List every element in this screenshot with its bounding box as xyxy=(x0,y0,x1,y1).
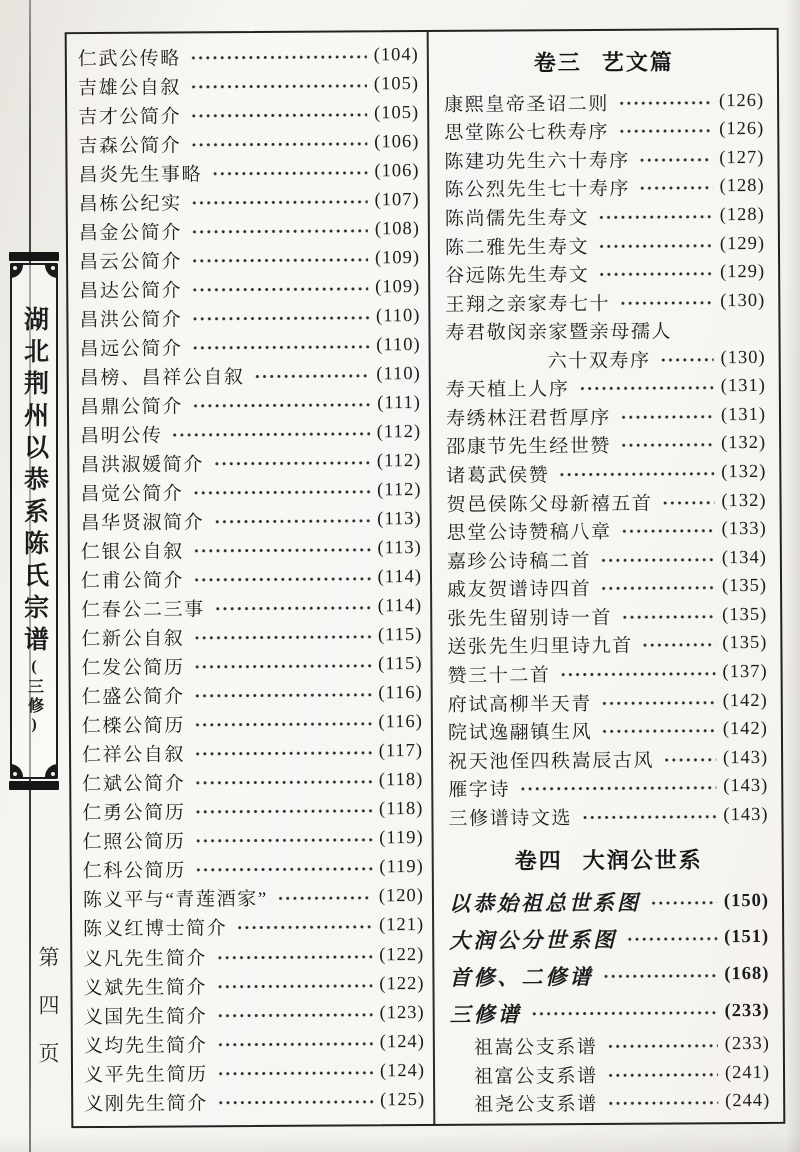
dot-leader xyxy=(192,488,370,498)
toc-entry-title: 昌华贤淑简介 xyxy=(80,512,205,535)
toc-entry xyxy=(84,1087,425,1116)
toc-entry xyxy=(81,593,422,622)
toc-entry-page: (109) xyxy=(375,277,421,298)
toc-entry-page: (143) xyxy=(723,776,769,797)
toc-entry-title: 张先生留别诗一首 xyxy=(447,607,613,630)
toc-entry-title: 嘉珍公诗稿二首 xyxy=(446,550,592,573)
toc-entry-title: 陈建功先生六十寿序 xyxy=(444,150,630,173)
dot-leader xyxy=(216,1039,372,1049)
toc-entry-page: (111) xyxy=(377,393,421,414)
banner-frame xyxy=(10,263,58,779)
toc-entry-title: 昌明公传 xyxy=(80,425,163,448)
toc-entry-page: (244) xyxy=(725,1091,771,1112)
toc-entry xyxy=(448,744,768,775)
toc-entry-page: (128) xyxy=(719,176,765,197)
dot-leader xyxy=(519,783,716,793)
toc-entry-page: (109) xyxy=(374,248,421,269)
toc-entry xyxy=(83,825,424,854)
toc-entry-page: (131) xyxy=(720,404,767,426)
toc-entry-page: (110) xyxy=(376,335,421,356)
toc-entry-page: (121) xyxy=(378,915,425,936)
toc-entry xyxy=(449,956,769,995)
dot-leader xyxy=(195,836,373,846)
dot-leader xyxy=(194,807,372,817)
dot-leader xyxy=(254,372,370,382)
toc-entry-page: (110) xyxy=(376,364,421,385)
toc-entry-page: (132) xyxy=(721,490,767,511)
toc-entry-title: 大润公分世系图 xyxy=(449,927,618,953)
toc-entry-page: (135) xyxy=(722,633,768,654)
toc-entry xyxy=(446,430,766,461)
section-volume: 卷四 xyxy=(514,848,563,874)
toc-entry xyxy=(80,361,421,390)
toc-entry-title: 仁发公简历 xyxy=(81,657,185,680)
toc-entry-page: (142) xyxy=(722,719,768,740)
dot-leader xyxy=(213,517,370,527)
dot-leader xyxy=(642,641,716,650)
toc-entry-page: (115) xyxy=(377,625,423,646)
toc-entry-title: 仁银公自叙 xyxy=(80,541,184,564)
toc-entry xyxy=(82,767,423,796)
toc-entry-title: 昌金公简介 xyxy=(78,222,182,245)
toc-entry-page: (112) xyxy=(377,480,422,501)
toc-entry-page: (135) xyxy=(722,604,768,626)
toc-entry-title: 首修、二修谱 xyxy=(449,964,594,990)
toc-entry xyxy=(444,87,764,118)
toc-entry xyxy=(449,882,769,921)
toc-entry-page: (123) xyxy=(379,1002,425,1023)
toc-entry-title: 王翔之亲家寿七十 xyxy=(445,293,611,316)
toc-entry-page: (125) xyxy=(380,1089,426,1110)
toc-entry-page: (142) xyxy=(722,690,768,711)
toc-entry-page: (112) xyxy=(376,451,422,472)
dot-leader xyxy=(618,98,712,108)
dot-leader xyxy=(663,755,716,764)
section-header xyxy=(449,841,769,877)
toc-entry-title: 贺邑侯陈父母新禧五首 xyxy=(446,493,653,516)
dot-leader xyxy=(216,981,372,991)
toc-entry-title: 吉才公简介 xyxy=(78,106,182,129)
dot-leader xyxy=(660,355,714,364)
dot-leader xyxy=(191,226,368,236)
toc-entry-page: (118) xyxy=(378,770,424,791)
toc-entry-title: 仁檪公简历 xyxy=(81,715,185,738)
toc-entry xyxy=(78,158,419,187)
toc-entry-page: (104) xyxy=(373,45,419,66)
section-header xyxy=(444,44,764,80)
dot-leader xyxy=(194,662,372,672)
toc-entry-page: (132) xyxy=(721,433,767,454)
toc-entry xyxy=(446,487,766,518)
dot-leader xyxy=(600,555,715,565)
toc-entry xyxy=(82,709,423,738)
toc-entry-title: 仁甫公简介 xyxy=(80,570,185,593)
toc-entry xyxy=(448,772,768,803)
toc-entry xyxy=(448,687,768,718)
dot-leader xyxy=(662,498,715,507)
toc-entry-title: 陈公烈先生七十寿序 xyxy=(444,179,631,202)
toc-entry-page: (116) xyxy=(378,683,423,704)
dot-leader xyxy=(191,197,368,207)
dot-leader xyxy=(190,139,367,149)
toc-entry-page: (126) xyxy=(719,119,765,140)
toc-entry xyxy=(447,544,767,575)
dot-leader xyxy=(277,894,372,904)
toc-entry-page: (119) xyxy=(379,828,424,849)
dot-leader xyxy=(194,749,372,759)
dot-leader xyxy=(193,633,371,643)
toc-entry xyxy=(444,115,764,146)
toc-entry xyxy=(78,42,419,71)
toc-entry-title: 吉雄公自叙 xyxy=(77,77,182,100)
dot-leader xyxy=(619,298,713,308)
toc-entry-title: 昌炎先生事略 xyxy=(78,164,203,187)
toc-entry-title: 寿天植上人序 xyxy=(445,379,570,402)
toc-entry xyxy=(80,390,421,419)
dot-leader xyxy=(598,269,713,279)
toc-entry-title: 仁祥公自叙 xyxy=(82,744,186,767)
toc-entry xyxy=(80,332,421,361)
toc-entry xyxy=(446,401,766,432)
dot-leader xyxy=(606,1041,717,1051)
toc-entry xyxy=(447,572,767,603)
toc-entry-title: 雁字诗 xyxy=(448,779,511,802)
toc-entry-title: 昌觉公简介 xyxy=(80,483,184,506)
toc-entry-page: (115) xyxy=(378,654,423,675)
banner-bottom-bar xyxy=(9,781,59,790)
toc-entry xyxy=(446,458,766,489)
toc-entry xyxy=(444,144,764,175)
dot-leader xyxy=(626,935,717,945)
toc-entry xyxy=(81,622,422,651)
toc-entry-page: (114) xyxy=(377,596,423,617)
toc-entry xyxy=(78,129,419,158)
toc-entry-title: 思堂陈公七秩寿序 xyxy=(444,122,610,145)
dot-leader xyxy=(211,168,367,178)
dot-leader xyxy=(621,612,715,622)
toc-entry-title: 寿绣林汪君哲厚序 xyxy=(445,407,611,430)
toc-entry xyxy=(82,738,423,767)
toc-entry-title: 府试高柳半天青 xyxy=(447,693,593,716)
toc-entry xyxy=(450,1059,770,1090)
toc-entry-page: (105) xyxy=(373,74,420,95)
toc-entry xyxy=(449,919,769,958)
toc-entry xyxy=(83,883,424,912)
toc-entry-title: 昌榜、昌祥公自叙 xyxy=(79,367,245,390)
toc-entry xyxy=(81,535,422,564)
toc-entry xyxy=(446,344,766,375)
toc-entry-title: 昌远公简介 xyxy=(79,338,183,361)
toc-entry-title: 昌达公简介 xyxy=(79,280,183,303)
toc-entry xyxy=(83,912,424,941)
toc-entry-title: 祝天池侄四秩嵩辰古风 xyxy=(448,750,655,773)
toc-entry-title: 义凡先生简介 xyxy=(83,947,207,970)
toc-entry-title: 仁斌公简介 xyxy=(82,773,186,796)
section-title: 艺文篇 xyxy=(601,49,674,76)
toc-entry-title: 陈义平与“青莲酒家” xyxy=(82,889,268,912)
title-banner xyxy=(8,252,60,790)
toc-entry-page: (119) xyxy=(379,857,424,878)
toc-entry xyxy=(446,372,766,403)
toc-entry-title: 昌鼎公简介 xyxy=(79,396,184,419)
toc-entry-title: 六十双寿序 xyxy=(547,350,651,373)
toc-entry-title: 吉森公简介 xyxy=(78,135,182,158)
toc-entry-title: 昌云公简介 xyxy=(79,251,183,274)
toc-entry-page: (233) xyxy=(724,1001,770,1022)
toc-entry-page: (132) xyxy=(721,461,767,483)
toc-entry xyxy=(79,216,420,245)
toc-entry-title: 三修谱 xyxy=(449,1002,522,1027)
toc-entry xyxy=(450,1030,770,1061)
toc-entry-title: 寿君敬闵亲家暨亲母孺人 xyxy=(445,321,673,345)
toc-entry-title: 仁春公二三事 xyxy=(81,599,205,622)
toc-entry xyxy=(84,1029,425,1058)
dot-leader xyxy=(598,212,713,222)
toc-entry-title: 义国先生简介 xyxy=(83,1005,208,1028)
dot-leader xyxy=(600,584,715,594)
toc-entry-page: (135) xyxy=(721,576,768,597)
toc-entry xyxy=(79,187,420,216)
dot-leader xyxy=(192,343,370,353)
dot-leader xyxy=(192,401,370,411)
toc-entry xyxy=(79,274,420,303)
toc-entry-page: (241) xyxy=(724,1062,771,1083)
toc-entry-title: 三修谱诗文选 xyxy=(448,807,573,830)
toc-entry xyxy=(81,564,422,593)
toc-entry-title: 院试逸翮镇生风 xyxy=(447,722,593,744)
toc-entry xyxy=(445,230,765,261)
dot-leader xyxy=(598,241,713,251)
dot-leader xyxy=(650,898,717,907)
toc-entry-title: 祖富公支系谱 xyxy=(473,1065,598,1088)
toc-entry-title: 诸葛武侯赞 xyxy=(446,465,550,487)
toc-entry-title: 赞三十二首 xyxy=(447,665,551,687)
toc-entry xyxy=(83,854,424,883)
dot-leader xyxy=(193,546,371,556)
toc-entry-page: (110) xyxy=(375,306,421,327)
dot-leader xyxy=(236,923,372,933)
dot-leader xyxy=(194,691,372,701)
toc-entry-title: 思堂公诗赞稿八章 xyxy=(446,522,612,545)
toc-entry-title: 仁盛公简介 xyxy=(81,686,185,709)
dot-leader xyxy=(601,698,716,708)
toc-entry xyxy=(80,477,421,506)
toc-entry-page: (127) xyxy=(719,147,765,169)
toc-entry-page: (114) xyxy=(377,567,423,588)
toc-entry-page: (143) xyxy=(723,804,769,825)
dot-leader xyxy=(172,430,370,440)
toc-entry-title: 陈二雅先生寿文 xyxy=(444,236,590,259)
toc-entry-page: (122) xyxy=(379,944,425,965)
toc-entry xyxy=(82,680,423,709)
dot-leader xyxy=(190,81,367,91)
toc-entry xyxy=(445,287,765,318)
toc-entry xyxy=(83,971,424,1000)
toc-entry xyxy=(81,651,422,680)
toc-entry-page: (122) xyxy=(379,973,425,994)
toc-entry-page: (107) xyxy=(374,190,420,211)
toc-entry-page: (131) xyxy=(720,376,766,397)
toc-entry xyxy=(448,658,768,689)
toc-entry-title: 义平先生简历 xyxy=(83,1063,208,1086)
toc-entry-page: (143) xyxy=(722,747,769,768)
dot-leader xyxy=(558,469,714,479)
banner-top-bar xyxy=(9,252,59,261)
toc-entry-page: (105) xyxy=(374,103,420,124)
dot-leader xyxy=(214,604,371,614)
toc-entry xyxy=(445,173,765,204)
toc-right-column xyxy=(427,30,784,1124)
dot-leader xyxy=(607,1070,718,1080)
toc-entry xyxy=(447,601,767,632)
dot-leader xyxy=(193,575,371,585)
banner-corner-ornament-icon xyxy=(10,263,23,278)
toc-entry-page: (106) xyxy=(374,132,420,153)
dot-leader xyxy=(531,1009,718,1019)
dot-leader xyxy=(581,812,716,822)
toc-entry-title: 昌洪公简介 xyxy=(79,309,183,332)
dot-leader xyxy=(216,952,372,962)
toc-entry-page: (124) xyxy=(379,1060,426,1081)
book-title-edition: (三修) xyxy=(25,658,43,736)
toc-entry xyxy=(81,506,422,535)
toc-entry xyxy=(78,100,419,129)
toc-entry xyxy=(450,993,770,1032)
toc-entry-page: (118) xyxy=(378,799,424,820)
toc-entry-page: (130) xyxy=(720,290,766,311)
book-title-main: 湖北荆州以恭系陈氏宗谱 xyxy=(20,306,48,658)
toc-entry xyxy=(84,1058,425,1087)
dot-leader xyxy=(618,127,712,137)
dot-leader xyxy=(578,384,713,394)
dot-leader xyxy=(217,1097,373,1107)
toc-entry-title: 义斌先生简介 xyxy=(83,976,208,999)
toc-entry-page: (150) xyxy=(723,890,770,911)
dot-leader xyxy=(216,1010,372,1020)
toc-entry-title: 陈义红博士简介 xyxy=(83,918,228,941)
dot-leader xyxy=(190,110,367,120)
toc-entry xyxy=(450,1087,770,1118)
toc-entry-page: (117) xyxy=(378,741,424,762)
toc-entry-title: 戚友贺谱诗四首 xyxy=(447,579,592,602)
toc-entry-title: 仁勇公简历 xyxy=(82,802,186,825)
toc-entry-title: 昌栋公纪实 xyxy=(78,193,182,216)
dot-leader xyxy=(194,778,372,788)
toc-entry-page: (130) xyxy=(720,347,766,368)
dot-leader xyxy=(217,1068,373,1078)
toc-entry-page: (151) xyxy=(724,927,770,948)
toc-entry-title: 昌洪淑媛简介 xyxy=(80,454,204,477)
dot-leader xyxy=(621,526,715,536)
dot-leader xyxy=(194,720,372,730)
book-title-vertical xyxy=(22,306,47,736)
toc-entry xyxy=(447,630,767,661)
toc-entry-title: 谷远陈先生寿文 xyxy=(445,265,590,287)
dot-leader xyxy=(639,155,713,164)
toc-entry xyxy=(445,258,765,289)
toc-entry-page: (126) xyxy=(718,90,765,111)
dot-leader xyxy=(190,52,367,62)
dot-leader xyxy=(213,459,370,469)
banner-corner-ornament-icon xyxy=(45,263,58,278)
toc-entry-title: 邵康节先生经世赞 xyxy=(446,436,612,459)
dot-leader xyxy=(195,865,373,875)
toc-entry-page: (137) xyxy=(722,661,768,683)
toc-entry-page: (116) xyxy=(378,712,423,733)
toc-entry-title: 仁武公传略 xyxy=(77,48,181,71)
toc-entry-title: 送张先生归里诗九首 xyxy=(447,636,633,659)
toc-entry xyxy=(447,515,767,546)
toc-entry xyxy=(445,315,765,346)
toc-entry-title: 祖嵩公支系谱 xyxy=(473,1037,598,1059)
dot-leader xyxy=(191,313,369,323)
section-title: 大润公世系 xyxy=(582,847,703,874)
toc-entry-title: 以恭始祖总世系图 xyxy=(448,890,642,916)
toc-entry xyxy=(82,796,423,825)
dot-leader xyxy=(191,284,368,294)
toc-entry-title: 陈尚儒先生寿文 xyxy=(444,207,590,230)
toc-entry-page: (106) xyxy=(374,161,420,182)
banner-corner-ornament-icon xyxy=(10,764,23,779)
toc-entry xyxy=(448,801,768,832)
toc-entry-page: (128) xyxy=(719,204,765,226)
toc-entry-page: (129) xyxy=(719,262,766,283)
banner-corner-ornament-icon xyxy=(45,764,58,779)
toc-entry-page: (120) xyxy=(378,886,425,907)
toc-entry-title: 仁照公简历 xyxy=(82,831,186,854)
toc-entry xyxy=(445,201,765,232)
toc-entry-page: (134) xyxy=(721,547,767,568)
toc-entry-page: (168) xyxy=(724,964,770,985)
toc-entry xyxy=(78,71,419,100)
toc-entry xyxy=(448,715,768,746)
toc-box xyxy=(65,28,786,1128)
toc-entry-page: (108) xyxy=(374,219,420,240)
dot-leader xyxy=(602,972,717,982)
toc-entry-page: (113) xyxy=(377,509,422,530)
dot-leader xyxy=(601,726,716,736)
toc-entry xyxy=(83,942,424,971)
toc-entry-page: (129) xyxy=(719,233,766,254)
section-volume: 卷三 xyxy=(533,50,582,76)
toc-entry-title: 义刚先生简介 xyxy=(84,1092,208,1115)
toc-entry-title: 祖尧公支系谱 xyxy=(474,1094,598,1116)
toc-entry-page: (133) xyxy=(721,519,767,540)
toc-entry-title: 仁科公简历 xyxy=(82,860,186,883)
dot-leader xyxy=(607,1098,718,1108)
toc-entry-page: (124) xyxy=(379,1031,425,1052)
toc-entry-title: 仁新公自叙 xyxy=(81,628,185,651)
dot-leader xyxy=(639,184,713,193)
dot-leader xyxy=(560,669,716,679)
toc-entry-title: 义均先生简介 xyxy=(83,1034,208,1057)
toc-entry-page: (112) xyxy=(376,422,422,443)
toc-entry xyxy=(80,448,421,477)
toc-entry-title: 康熙皇帝圣诏二则 xyxy=(444,93,609,116)
toc-left-column xyxy=(67,32,434,1126)
dot-leader xyxy=(620,441,714,451)
toc-entry xyxy=(80,419,421,448)
toc-entry xyxy=(79,245,420,274)
dot-leader xyxy=(191,255,368,265)
toc-entry-page: (233) xyxy=(724,1034,770,1055)
toc-entry xyxy=(84,1000,425,1029)
dot-leader xyxy=(620,412,714,422)
page-number-label: 第四页 xyxy=(36,946,60,1090)
toc-entry xyxy=(79,303,420,332)
toc-entry-page: (113) xyxy=(377,538,422,559)
